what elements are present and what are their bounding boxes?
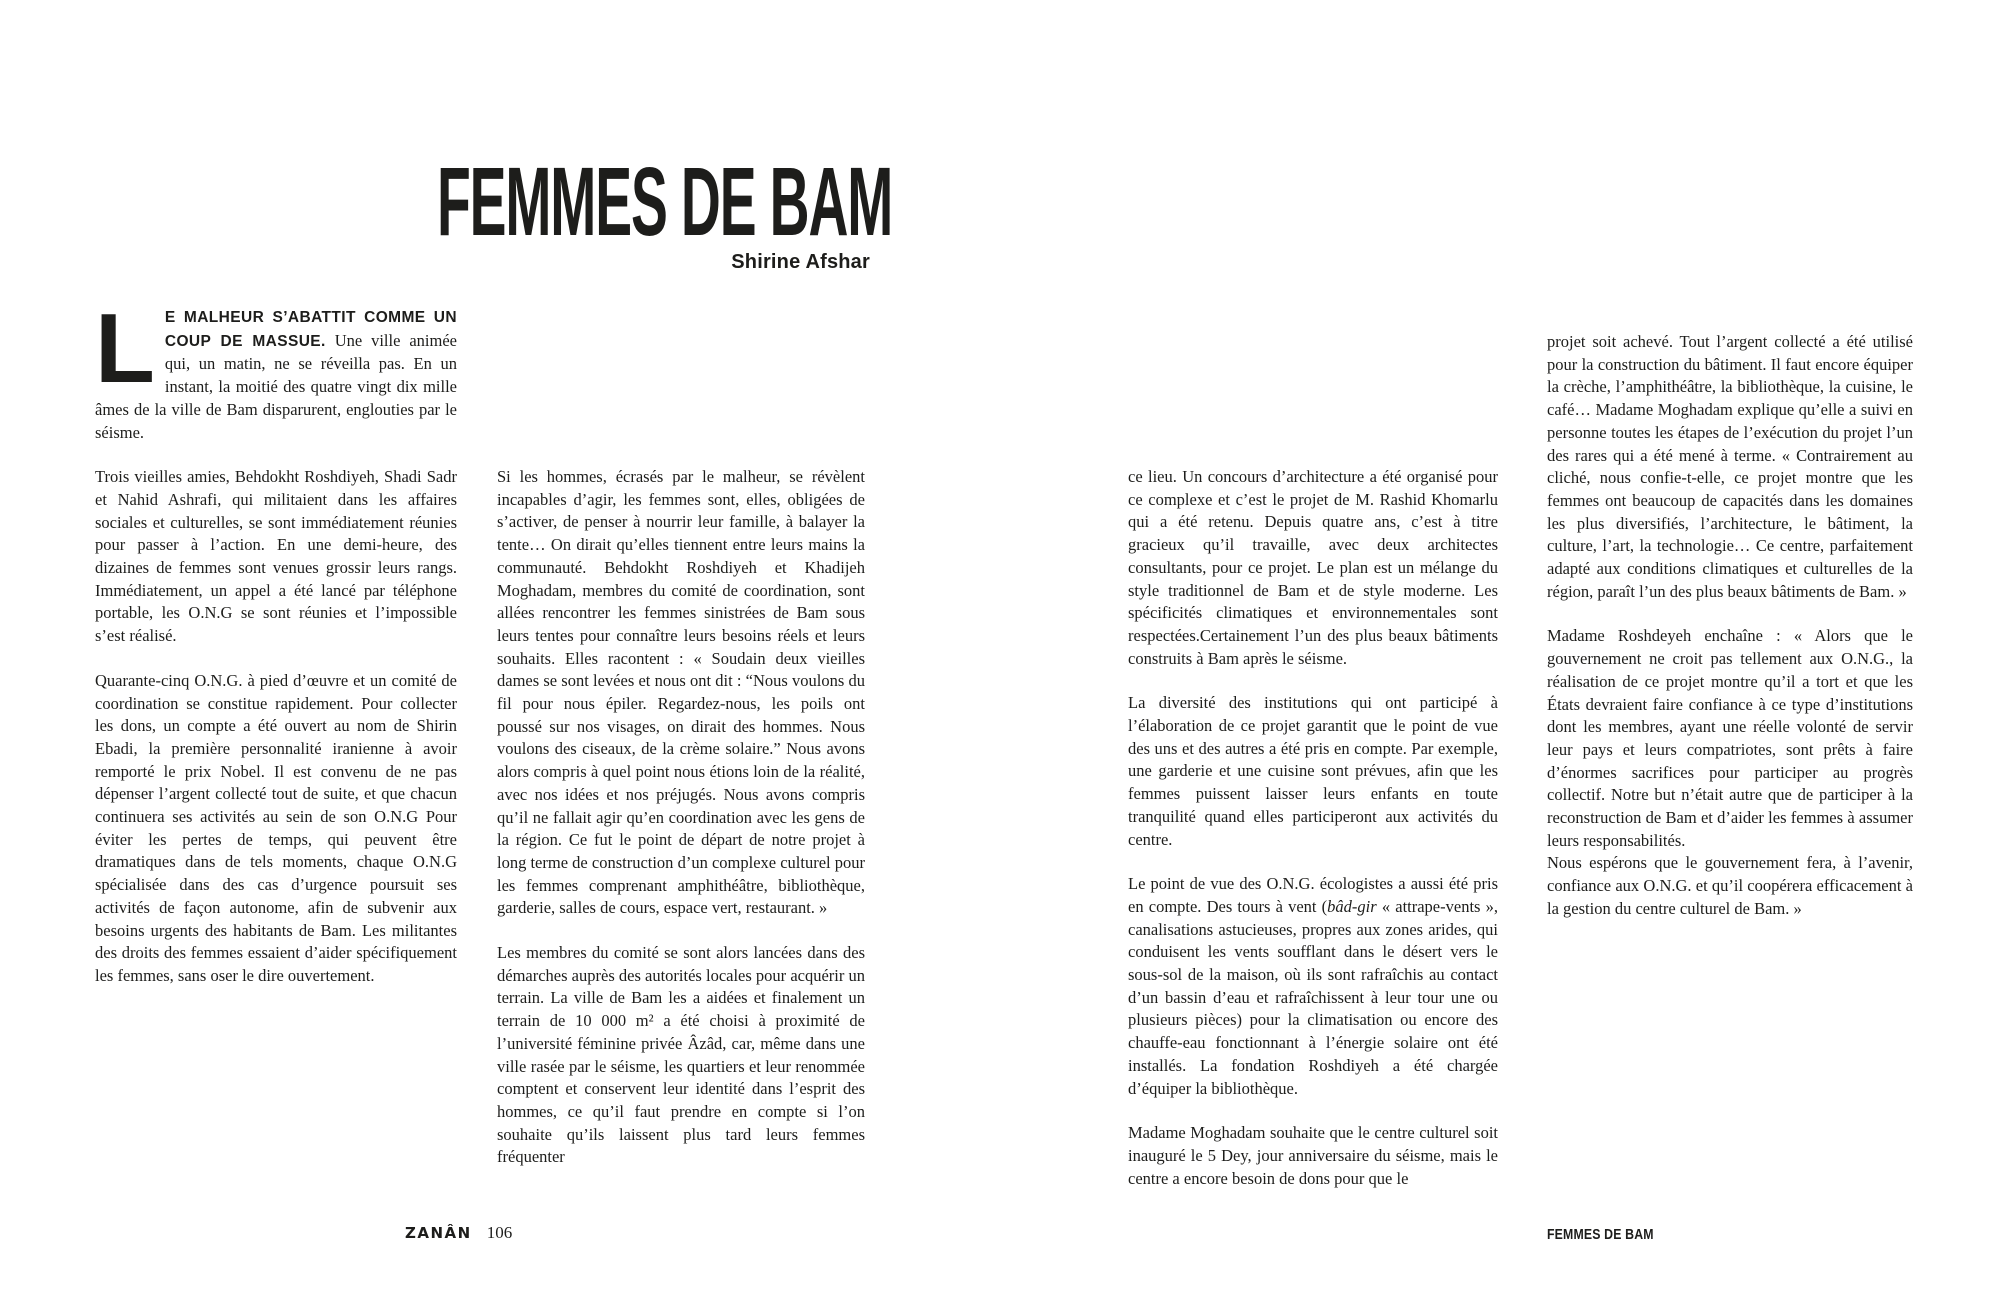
lead-sentence: E MALHEUR S’ABATTIT COMME UN COUP DE MASSUE. — [164, 309, 457, 350]
paragraph: ce lieu. Un concours d’architecture a été organisé pour ce complexe et c’est le projet de M. Rashid Khomarlu qui a été retenu. Depuis quatre ans, c’est à titre gracieux qu’il travaille, avec deux architectes consultants, pour ce projet. Le plan est un mélange du style traditionnel de Bam et de style moderne. Les spécificités climatiques et environnementales sont respectées.Certainement l’un des plus beaux bâtiments construits à Bam après le séisme. — [1128, 467, 1498, 668]
paragraph: Les membres du comité se sont alors lancées dans des démarches auprès des autorités locales pour acquérir un terrain. La ville de Bam les a aidées et finalement un terrain de 10 000 m² a été choisi à proximité de l’université féminine privée Âzâd, car, même dans une ville rasée par le séisme, les quartiers et leur renommée comptent et conservent leur identité dans l’esprit des hommes, ce qu’il faut prendre en compte si l’on souhaite qu’ils laissent plus tard leurs femmes fréquenter — [497, 943, 865, 1167]
paragraph: La diversité des institutions qui ont participé à l’élaboration de ce projet garantit que le point de vue des uns et des autres a été pris en compte. Par exemple, une garderie et une cuisine sont prévues, afin que les femmes puissent laisser leurs enfants en toute tranquilité quand elles participeront aux activités du centre. — [1128, 693, 1498, 849]
footer-left — [405, 1223, 512, 1243]
paragraph: Si les hommes, écrasés par le malheur, se révèlent incapables d’agir, les femmes sont, elles, obligées de s’activer, de penser à nourrir leur famille, à balayer la tente… On dirait qu’elles tiennent entre leurs mains la communauté. Behdokht Roshdiyeh et Khadijeh Moghadam, membres du comité de coordination, sont allées rencontrer les femmes sinistrées de Bam sous leurs tentes pour connaître leurs besoins réels et leurs souhaits. Elles racontent : « Soudain deux vieilles dames se sont levées et nous ont dit : “Nous voulons du fil pour nous épiler. Regardez-nous, les poils ont poussé sur nos visages, on dirait des hommes. Nous voulons des ciseaux, de la crème solaire.” Nous avons alors compris à quel point nous étions loin de la réalité, avec nos idées et nos préjugés. Nous avons compris qu’il ne fallait agir qu’en coordination avec les gens de la région. Ce fut le point de départ de notre projet à long terme de construction d’un complexe culturel pour les femmes comprenant amphithéâtre, bibliothèque, garderie, salles de cours, espace vert, restaurant. » — [497, 467, 865, 918]
footer-article-title: FEMMES DE BAM — [1547, 1226, 1654, 1243]
paragraph: Nous espérons que le gouvernement fera, à l’avenir, confiance aux O.N.G. et qu’il coopérera efficacement à la gestion du centre culturel de Bam. » — [1547, 853, 1913, 918]
paragraph: Madame Roshdeyeh enchaîne : « Alors que le gouvernement ne croit pas tellement aux O.N.G., la réalisation de ce projet montre qu’il a tort et que les États devraient faire confiance à ce type d’institutions dont les membres, ayant une réelle volonté de servir leur pays et leurs compatriotes, sont prêts à faire d’énormes sacrifices pour participer au progrès collectif. Notre but n’était autre que de participer à la reconstruction de Bam et d’aider les femmes à assumer leurs responsabilités. — [1547, 626, 1913, 850]
italic-term: bâd-gir — [1327, 896, 1377, 916]
lead-body-text: Une ville animée qui, un matin, ne se réveilla pas. En un instant, la moitié des quatre vingt dix mille âmes de la ville de Bam disparurent, englouties par le séisme. — [95, 330, 457, 442]
text-column-1 — [95, 293, 457, 988]
text-column-4 — [1547, 331, 1913, 921]
lead-paragraph — [95, 293, 457, 444]
paragraph-text: « attrape-vents », canalisations astucieuses, propres aux zones arides, qui conduisent les vents soufflant dans le désert vers le sous-sol de la maison, où ils sont rafraîchis au contact d’un bassin d’eau et rafraîchissent à leur tour une ou plusieurs pièces) pour la climatisation ou encore des chauffe-eau fonctionnant à l’énergie solaire ont été installés. La fondation Roshdiyeh a été chargée d’équiper la bibliothèque. — [1128, 896, 1498, 1098]
paragraph-with-italic — [1128, 873, 1498, 1100]
text-column-2 — [497, 466, 865, 1169]
article-title: FEMMES DE BAM — [437, 147, 893, 256]
paragraph: projet soit achevé. Tout l’argent collecté a été utilisé pour la construction du bâtiment. Il faut encore équiper la crèche, l’amphithéâtre, la bibliothèque, la cuisine, le café… Madame Moghadam explique qu’elle a suivi en personne toutes les étapes de l’exécution du projet l’un des rares qui a été mené à terme. « Contrairement au cliché, nous confie-t-elle, ce projet montre que les femmes ont beaucoup de capacités dans les domaines les plus diversifiés, l’architecture, le bâtiment, la culture, l’art, la technologie… Ce centre, parfaitement adapté aux conditions climatiques et culturelles de la région, paraît l’un des plus beaux bâtiments de Bam. » — [1547, 332, 1913, 601]
paragraph: Trois vieilles amies, Behdokht Roshdiyeh, Shadi Sadr et Nahid Ashrafi, qui militaient dans les affaires sociales et culturelles, se sont immédiatement réunies pour passer à l’action. En une demi-heure, des dizaines de femmes sont venues grossir leurs rangs. Immédiatement, un appel a été lancé par téléphone portable, les O.N.G se sont réunies et l’impossible s’est réalisé. — [95, 467, 457, 646]
page-number: 106 — [486, 1223, 513, 1242]
paragraph-text: Le point de vue des O.N.G. écologistes a aussi été pris en compte. Des tours à vent ( — [1128, 874, 1498, 916]
drop-cap: L — [95, 293, 155, 403]
text-column-3 — [1128, 466, 1498, 1190]
paragraph: Quarante-cinq O.N.G. à pied d’œuvre et un comité de coordination se constitue rapidement. Pour collecter les dons, un compte a été ouvert au nom de Shirin Ebadi, la première personnalité iranienne à avoir remporté le prix Nobel. Il est convenu de ne pas dépenser l’argent collecté tout de suite, et que chacun continuera ses activités au sein de son O.N.G Pour éviter les pertes de temps, qui peuvent être dramatiques dans de tels moments, chaque O.N.G spécialisée dans des cas d’urgence poursuit ses activités de façon autonome, afin de subvenir aux besoins urgents des habitants de Bam. Les militantes des droits des femmes essaient d’aider spécifiquement les femmes, sans oser le dire ouvertement. — [95, 670, 457, 985]
magazine-logo: ZANÂN — [405, 1224, 472, 1242]
paragraph: Madame Moghadam souhaite que le centre culturel soit inauguré le 5 Dey, jour anniversaire du séisme, mais le centre a encore besoin de dons pour que le — [1128, 1123, 1498, 1188]
article-author: Shirine Afshar — [731, 251, 870, 273]
